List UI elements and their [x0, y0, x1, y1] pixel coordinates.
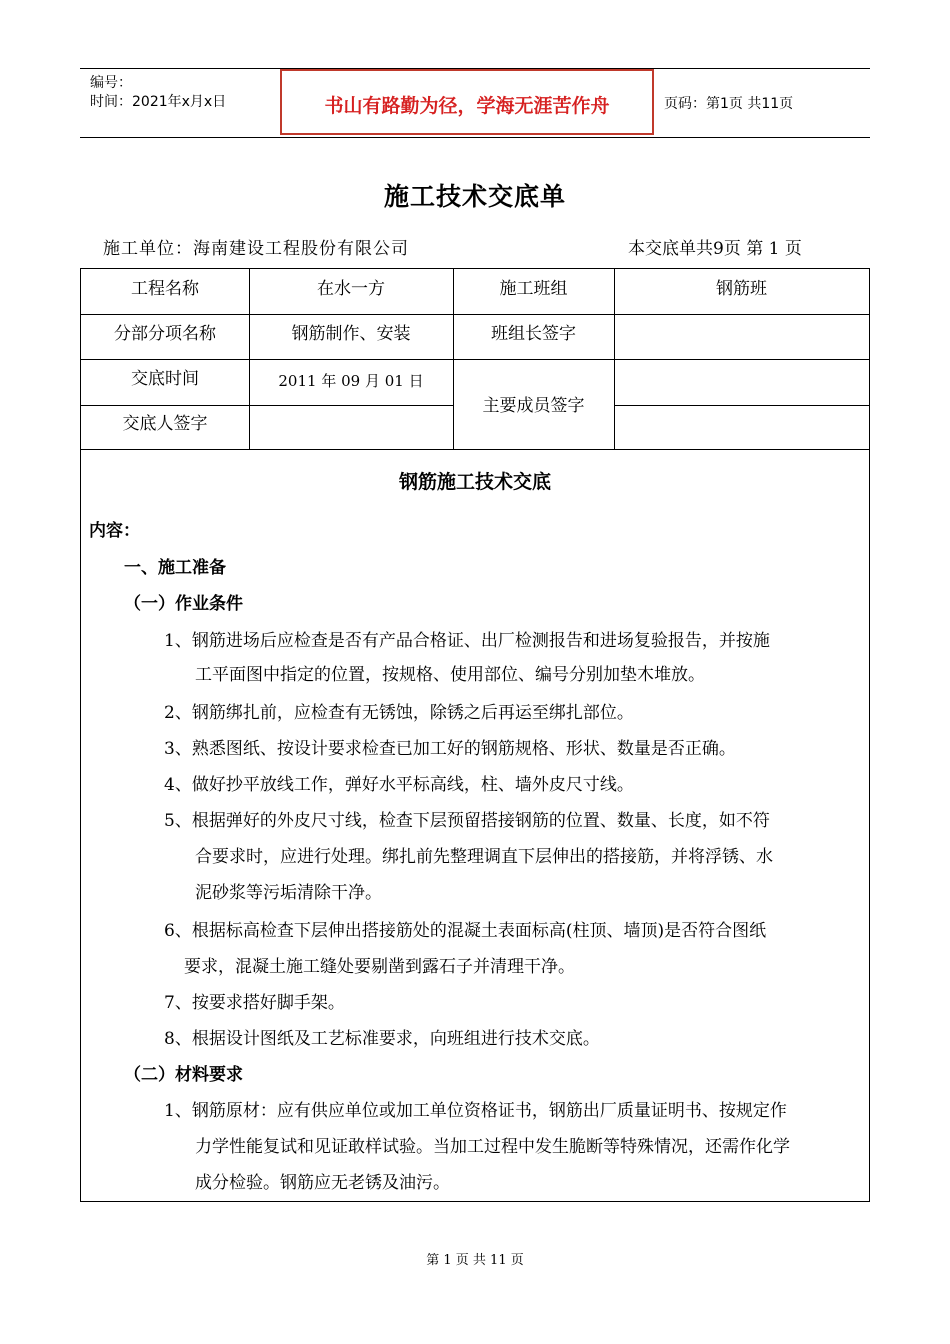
motto-text: 书山有路勤为径，学海无涯苦作舟	[324, 95, 610, 117]
motto-box	[280, 69, 654, 135]
team-label: 施工班组	[499, 279, 568, 299]
list-item: 8、根据设计图纸及工艺标准要求，向班组进行技术交底。	[164, 1029, 600, 1049]
members-sign-label: 主要成员签字	[482, 396, 585, 416]
list-item: 3、熟悉图纸、按设计要求检查已加工好的钢筋规格、形状、数量是否正确。	[164, 739, 736, 759]
part-heading: 一、施工准备	[124, 558, 226, 578]
page-count-line: 本交底单共9页 第 1 页	[628, 239, 802, 259]
document-header	[80, 68, 870, 138]
list-item-continued: 合要求时，应进行处理。绑扎前先整理调直下层伸出的搭接筋，并将浮锈、水	[195, 847, 773, 867]
leader-sign-label: 班组长签字	[491, 324, 576, 344]
project-name-label: 工程名称	[131, 279, 199, 299]
list-item-continued: 成分检验。钢筋应无老锈及油污。	[195, 1173, 450, 1193]
page-code: 页码：第1页 共11页	[664, 96, 794, 112]
list-item-continued: 工平面图中指定的位置，按规格、使用部位、编号分别加垫木堆放。	[195, 665, 705, 685]
project-name-value: 在水一方	[317, 279, 385, 299]
list-item: 7、按要求搭好脚手架。	[164, 993, 345, 1013]
list-item: 5、根据弹好的外皮尺寸线，检查下层预留搭接钢筋的位置、数量、长度，如不符	[164, 811, 770, 831]
page-footer: 第 1 页 共 11 页	[426, 1253, 524, 1268]
number-label: 编号：	[90, 75, 132, 91]
header-meta	[80, 69, 280, 137]
company-line: 施工单位：海南建设工程股份有限公司	[103, 239, 409, 259]
date-value: 2011 年 09 月 01 日	[278, 372, 424, 390]
list-item-continued: 力学性能复试和见证敢样试验。当加工过程中发生脆断等特殊情况，还需作化学	[195, 1137, 790, 1157]
page-title: 施工技术交底单	[383, 182, 566, 211]
subsection-heading: （二）材料要求	[124, 1065, 243, 1085]
list-item: 1、钢筋进场后应检查是否有产品合格证、出厂检测报告和进场复验报告，并按施	[164, 631, 770, 651]
subsection-heading: （一）作业条件	[124, 594, 243, 614]
list-item: 2、钢筋绑扎前，应检查有无锈蚀，除锈之后再运至绑扎部位。	[164, 703, 634, 723]
discloser-sign-label: 交底人签字	[122, 414, 208, 434]
content-label: 内容：	[89, 521, 140, 541]
section-title: 钢筋施工技术交底	[398, 471, 551, 493]
list-item: 1、钢筋原材：应有供应单位或加工单位资格证书，钢筋出厂质量证明书、按规定作	[164, 1101, 787, 1121]
team-value: 钢筋班	[716, 279, 767, 299]
time-label: 时间：2021年x月x日	[90, 94, 227, 110]
sub-project-value: 钢筋制作、安装	[291, 324, 411, 344]
sub-project-label: 分部分项名称	[114, 324, 216, 344]
list-item: 6、根据标高检查下层伸出搭接筋处的混凝土表面标高(柱顶、墙顶)是否符合图纸	[164, 921, 767, 941]
list-item-continued: 泥砂浆等污垢清除干净。	[195, 883, 382, 903]
date-label: 交底时间	[131, 369, 199, 389]
info-table	[80, 268, 870, 450]
list-item: 4、做好抄平放线工作，弹好水平标高线，柱、墙外皮尺寸线。	[164, 775, 634, 795]
list-item-continued: 要求，混凝土施工缝处要剔凿到露石子并清理干净。	[184, 957, 575, 977]
